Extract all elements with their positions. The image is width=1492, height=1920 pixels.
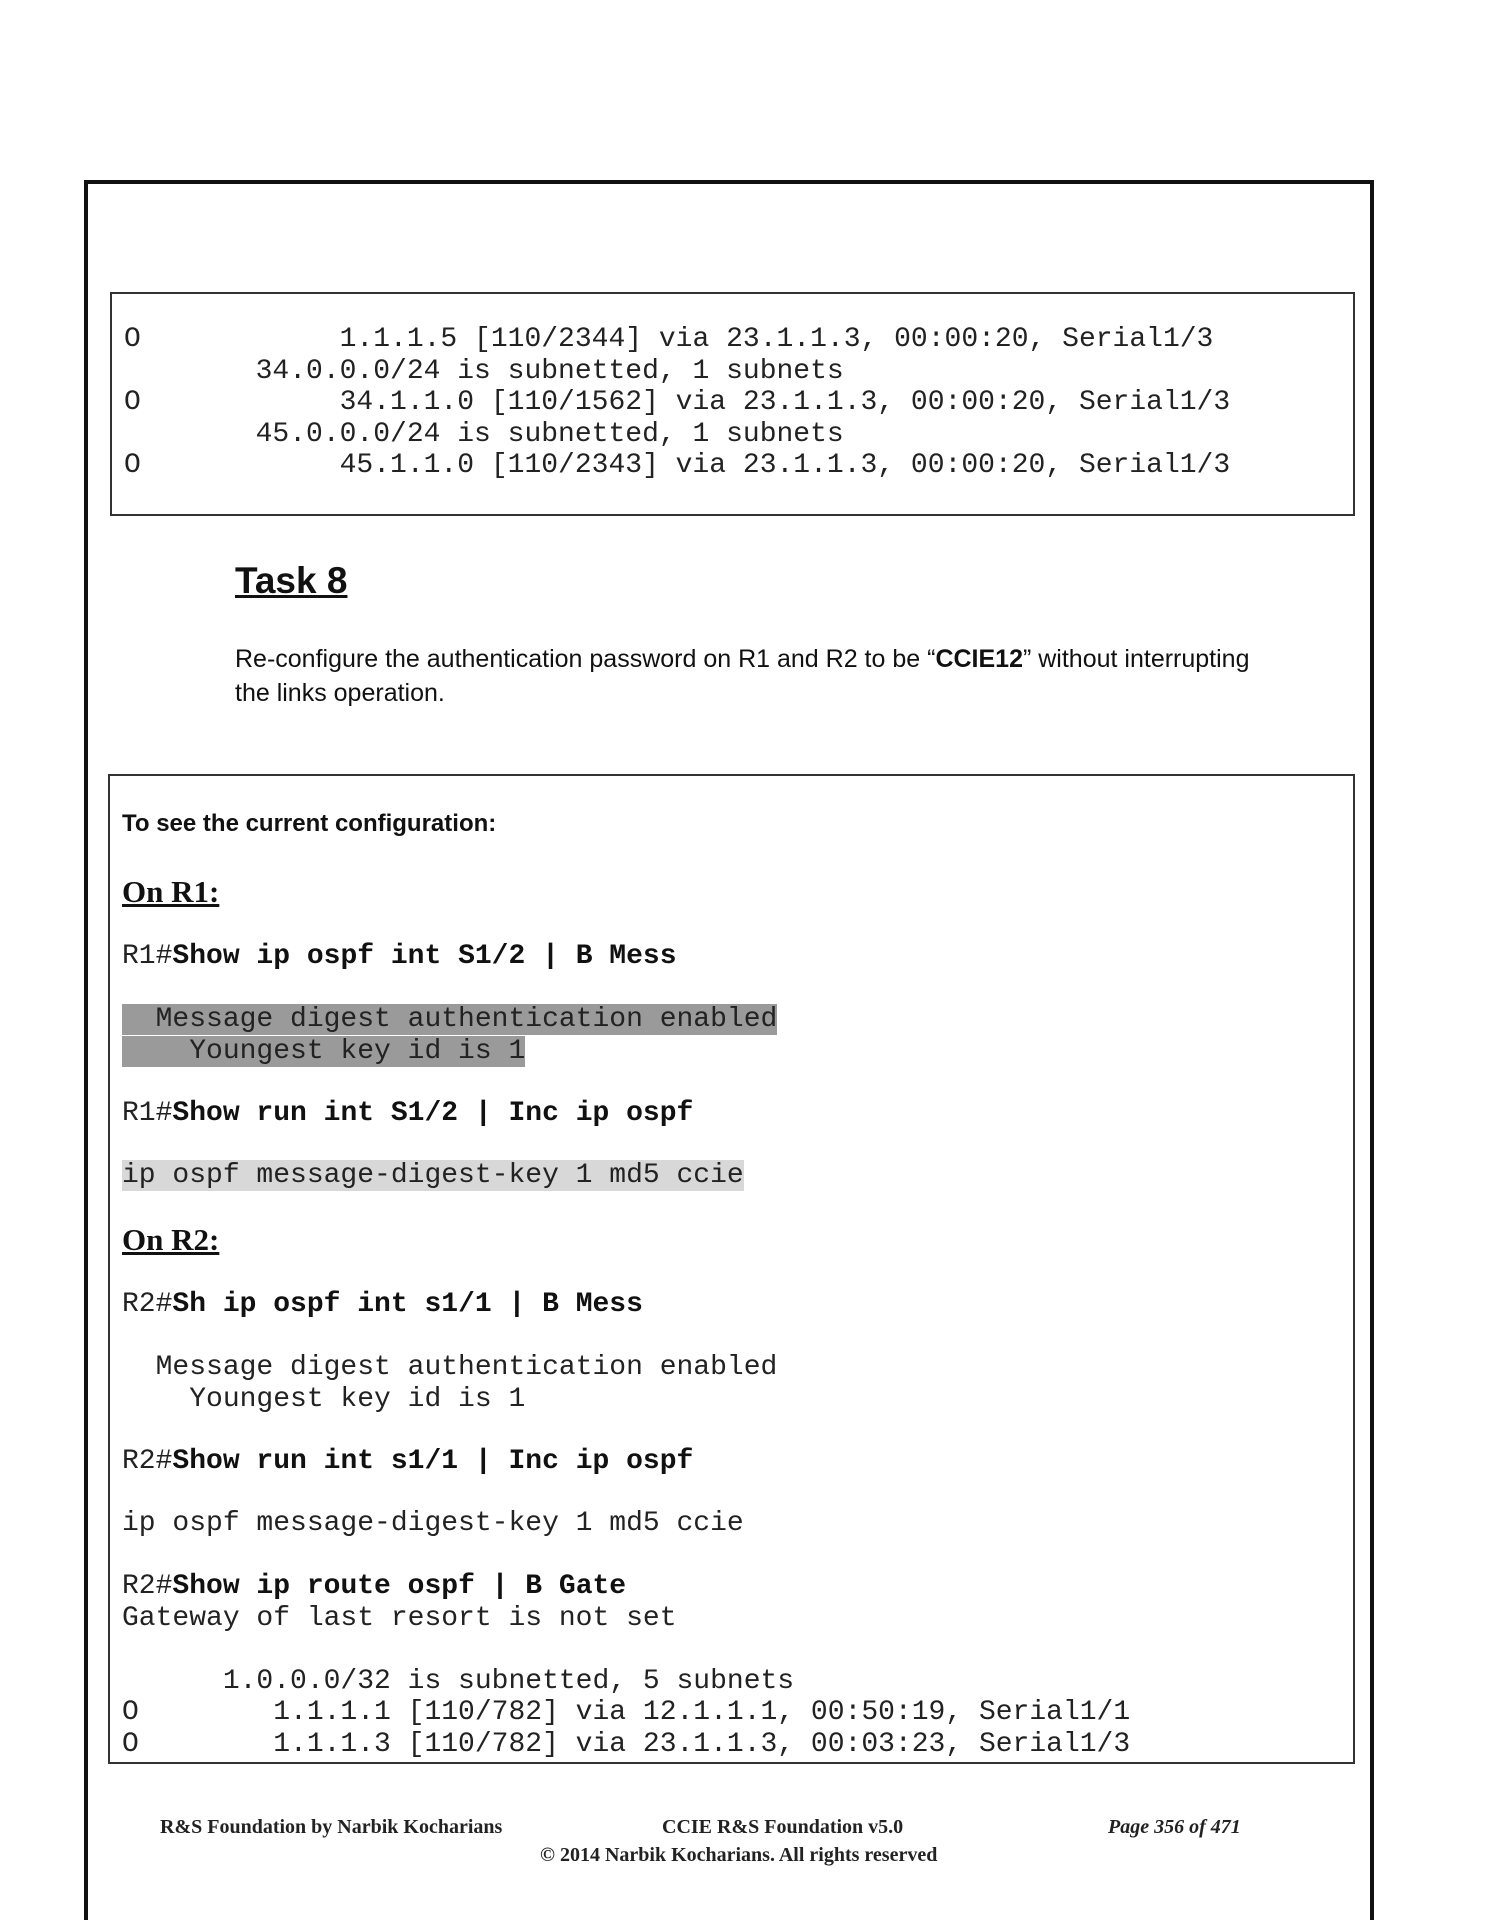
footer-page-number: Page 356 of 471 bbox=[1108, 1816, 1241, 1838]
prompt: R2# bbox=[122, 1571, 173, 1602]
r2-output-3a: Gateway of last resort is not set bbox=[122, 1603, 677, 1634]
route-entry: 45.1.1.0 [110/2343] via 23.1.1.3, 00:00:20, Serial1/3 bbox=[222, 450, 1231, 481]
prompt: R1# bbox=[122, 1098, 173, 1129]
subnet-summary: 34.0.0.0/24 is subnetted, 1 subnets bbox=[222, 356, 844, 387]
r2-output-2: ip ospf message-digest-key 1 md5 ccie bbox=[122, 1508, 744, 1539]
r2-output-1b: Youngest key id is 1 bbox=[122, 1384, 526, 1415]
task-heading: Task 8 bbox=[235, 560, 348, 601]
r1-heading: On R1: bbox=[122, 874, 220, 909]
footer-author: R&S Foundation by Narbik Kocharians bbox=[160, 1816, 503, 1838]
r2-command-3 bbox=[122, 1571, 626, 1603]
r2-heading: On R2: bbox=[122, 1222, 220, 1257]
routing-table-box bbox=[110, 292, 1355, 516]
task-text-before: Re-configure the authentication password on R1 and R2 to be “ bbox=[235, 645, 936, 673]
footer-copyright: © 2014 Narbik Kocharians. All rights reserved bbox=[540, 1844, 938, 1866]
task-password: CCIE12 bbox=[935, 645, 1023, 673]
r2-output-3b: 1.0.0.0/32 is subnetted, 5 subnets bbox=[122, 1666, 795, 1697]
command: Show ip ospf int S1/2 | B Mess bbox=[172, 941, 677, 972]
subnet-summary: 45.0.0.0/24 is subnetted, 1 subnets bbox=[222, 419, 844, 450]
highlighted-output: ip ospf message-digest-key 1 md5 ccie bbox=[122, 1160, 744, 1191]
highlighted-output: Message digest authentication enabled bbox=[122, 1004, 778, 1035]
task-text-after: ” without interrupting the links operation. bbox=[235, 645, 1250, 707]
task-description bbox=[235, 642, 1285, 710]
command: Show run int S1/2 | Inc ip ospf bbox=[172, 1098, 694, 1129]
command: Show ip route ospf | B Gate bbox=[172, 1571, 627, 1602]
r2-command-2 bbox=[122, 1446, 693, 1478]
prompt: R1# bbox=[122, 941, 173, 972]
prompt: R2# bbox=[122, 1289, 173, 1320]
route-code: O bbox=[124, 387, 141, 418]
route-code: O bbox=[124, 324, 141, 355]
route-entry: 34.1.1.0 [110/1562] via 23.1.1.3, 00:00:20, Serial1/3 bbox=[222, 387, 1231, 418]
r1-output-2 bbox=[122, 1160, 744, 1192]
r1-command-1 bbox=[122, 941, 677, 973]
route-code: O bbox=[124, 450, 141, 481]
command: Show run int s1/1 | Inc ip ospf bbox=[172, 1446, 694, 1477]
command: Sh ip ospf int s1/1 | B Mess bbox=[172, 1289, 643, 1320]
r1-output-1a bbox=[122, 1004, 777, 1036]
r2-output-3c: O 1.1.1.1 [110/782] via 12.1.1.1, 00:50:19, Serial1/1 bbox=[122, 1697, 1131, 1728]
r1-output-1b bbox=[122, 1036, 525, 1068]
highlighted-output: Youngest key id is 1 bbox=[122, 1036, 526, 1067]
r2-output-1a: Message digest authentication enabled bbox=[122, 1352, 778, 1383]
solution-intro: To see the current configuration: bbox=[122, 810, 497, 837]
footer-title: CCIE R&S Foundation v5.0 bbox=[662, 1816, 904, 1838]
prompt: R2# bbox=[122, 1446, 173, 1477]
solution-box bbox=[108, 774, 1355, 1764]
r1-command-2 bbox=[122, 1098, 693, 1130]
route-entry: 1.1.1.5 [110/2344] via 23.1.1.3, 00:00:20, Serial1/3 bbox=[222, 324, 1214, 355]
r2-output-3d: O 1.1.1.3 [110/782] via 23.1.1.3, 00:03:23, Serial1/3 bbox=[122, 1729, 1131, 1760]
r2-command-1 bbox=[122, 1289, 643, 1321]
